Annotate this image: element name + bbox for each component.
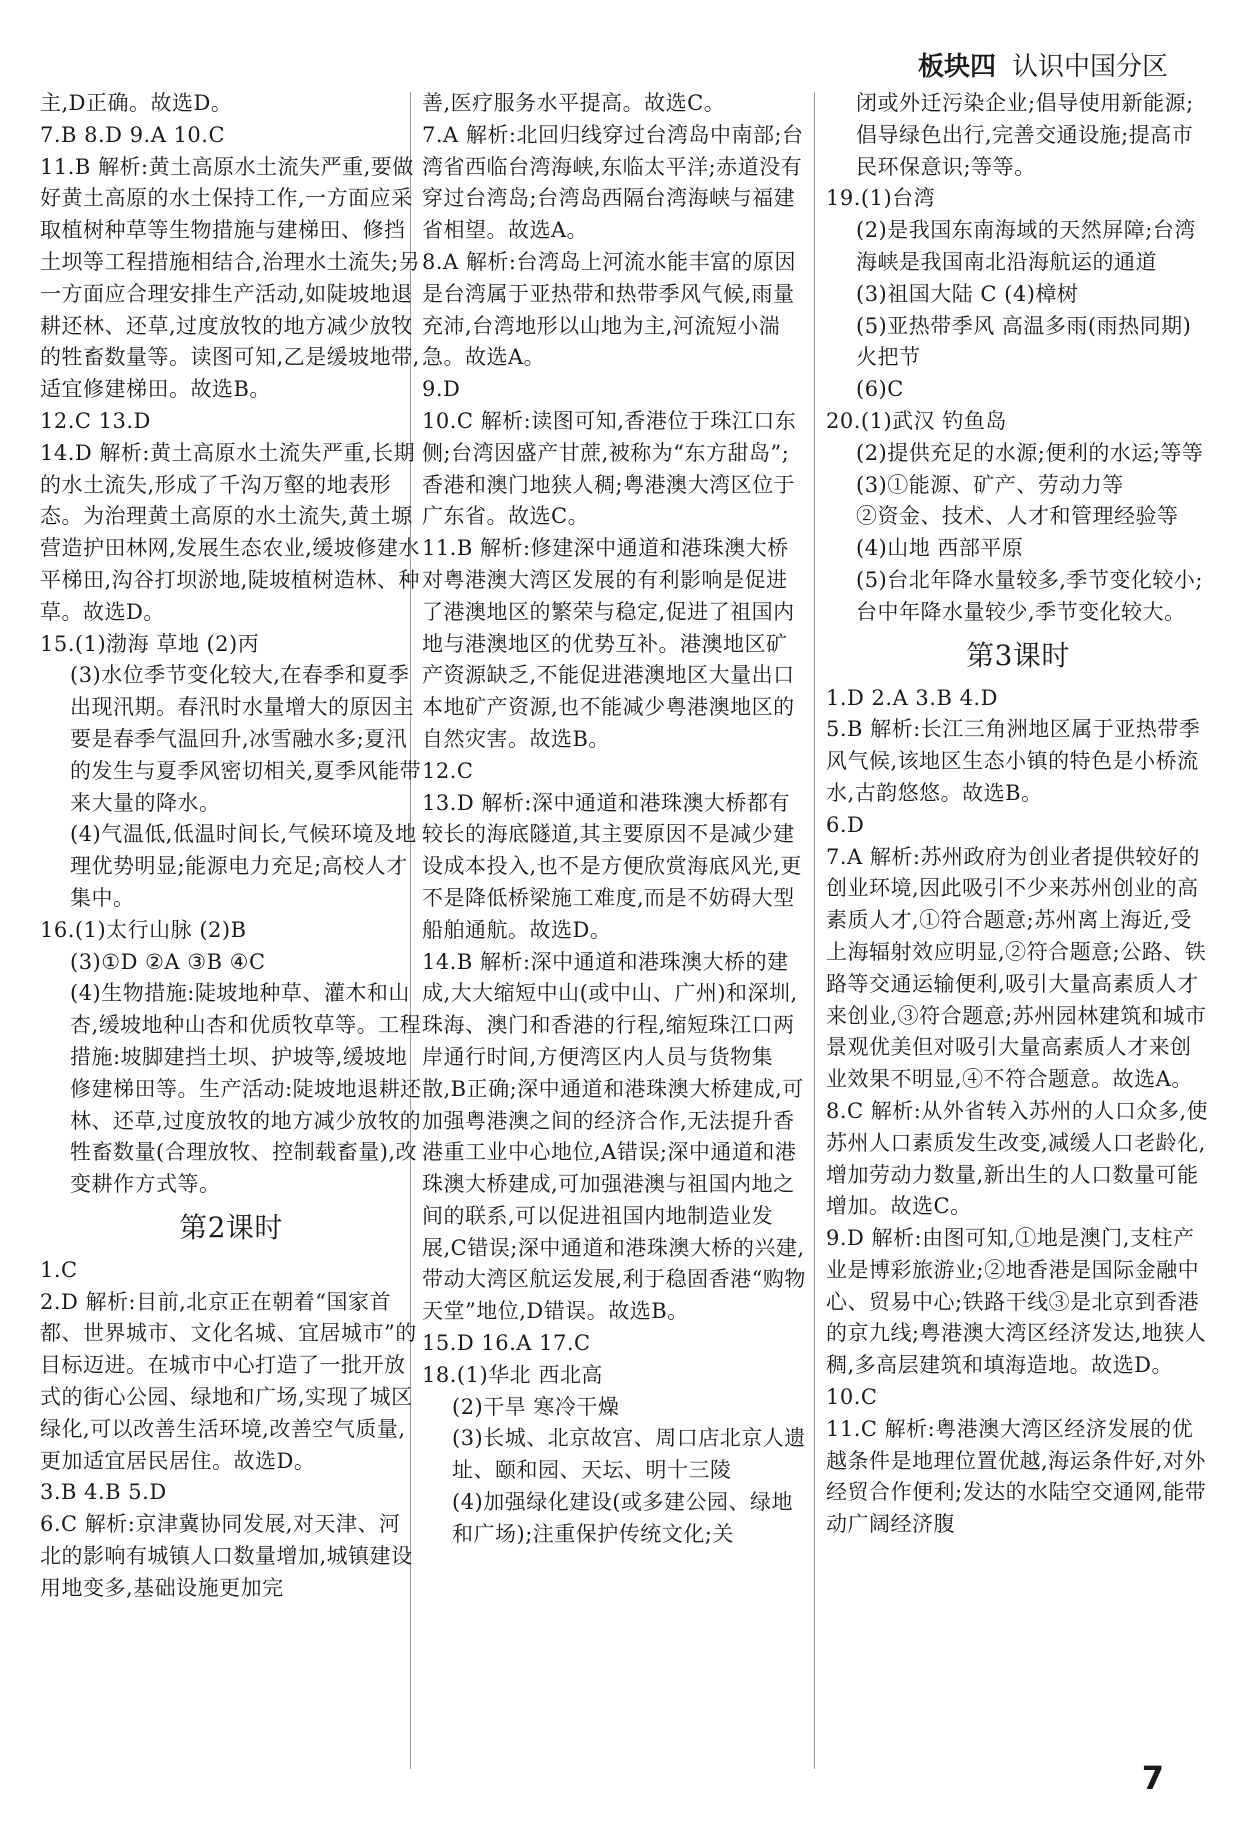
answer-line: 16.(1)太行山脉 (2)B bbox=[40, 917, 247, 942]
answer-line: 闭或外迁污染企业;倡导使用新能源;倡导绿色出行,完善交通设施;提高市民环保意识;等等。 bbox=[856, 91, 1194, 179]
answer-line: 9.D bbox=[422, 377, 461, 402]
section-title: 第2课时 bbox=[179, 1210, 283, 1244]
answer-line: 12.C 13.D bbox=[40, 408, 151, 433]
answer-line: (4)生物措施:陡坡地种草、灌木和山杏,缓坡地种山杏和优质牧草等。工程措施:坡脚建挡土坝、护坡等,缓坡地修建梯田等。生产活动:陡坡地退耕还林、还草,过度放牧的地方减少放牧的牲畜数量(合理放牧、控制载畜量),改变耕作方式等。 bbox=[70, 981, 422, 1197]
answer-line: 18.(1)华北 西北高 bbox=[422, 1362, 603, 1387]
answer-line: 善,医疗服务水平提高。故选C。 bbox=[422, 91, 726, 115]
page-header bbox=[918, 52, 1168, 82]
answer-line: (3)①D ②A ③B ④C bbox=[70, 949, 266, 974]
answer-line: 14.D 解析:黄土高原水土流失严重,长期的水土流失,形成了千沟万壑的地表形态。为治理黄土高原的水土流失,黄土塬营造护田林网,发展生态农业,缓坡修建水平梯田,沟谷打坝淤地,陡坡植树造林、种草。故选D。 bbox=[40, 440, 420, 624]
answer-line: 11.C 解析:粤港澳大湾区经济发展的优越条件是地理位置优越,海运条件好,对外经贸合作便利;发达的水陆空交通网,能带动广阔经济腹 bbox=[826, 1416, 1207, 1537]
answer-line: 11.B 解析:修建深中通道和港珠澳大桥对粤港澳大湾区发展的有利影响是促进了港澳地区的繁荣与稳定,促进了祖国内地与港澳地区的优势互补。港澳地区矿产资源缺乏,不能促进港澳地区大量出口本地矿产资源,也不能减少粤港澳地区的自然灾害。故选B。 bbox=[422, 536, 795, 751]
answer-line: 8.A 解析:台湾岛上河流水能丰富的原因是台湾属于亚热带和热带季风气候,雨量充沛,台湾地形以山地为主,河流短小湍急。故选A。 bbox=[422, 249, 796, 370]
answer-line: 2.D 解析:目前,北京正在朝着“国家首都、世界城市、文化名城、宜居城市”的目标迈进。在城市中心打造了一批开放式的街心公园、绿地和广场,实现了城区绿化,可以改善生活环境,改善空气质量,更加适宜居民居住。故选D。 bbox=[40, 1289, 417, 1473]
answer-line: 12.C bbox=[422, 758, 474, 783]
answer-line: (4)山地 西部平原 bbox=[856, 536, 1024, 561]
block-label: 板块四 bbox=[917, 52, 996, 82]
answer-line: (2)干旱 寒冷干燥 bbox=[452, 1394, 620, 1419]
answer-line: 1.C bbox=[40, 1257, 78, 1282]
answer-line: (4)气温低,低温时间长,气候环境及地理优势明显;能源电力充足;高校人才集中。 bbox=[70, 822, 417, 910]
answer-line: 14.B 解析:深中通道和港珠澳大桥的建成,大大缩短中山(或中山、广州)和深圳,珠海、澳门和香港的行程,缩短珠江口两岸通行时间,方便湾区内人员与货物集散,B正确;深中通道和港珠澳大桥建成,可加强粤港澳之间的经济合作,无法提升香港重工业中心地位,A错误;深中通道和港珠澳大桥建成,可加强港澳与祖国内地之间的联系,可以促进祖国内地制造业发展,C错误;深中通道和港珠澳大桥的兴建,带动大湾区航运发展,利于稳固香港“购物天堂”地位,D错误。故选B。 bbox=[422, 949, 806, 1324]
answer-line: 15.(1)渤海 草地 (2)丙 bbox=[40, 631, 260, 656]
page-number: 7 bbox=[1141, 1759, 1164, 1797]
answer-line: (6)C bbox=[856, 377, 904, 402]
answer-line: 7.B 8.D 9.A 10.C bbox=[40, 122, 226, 147]
answer-line: (2)提供充足的水源;便利的水运;等等 bbox=[856, 440, 1204, 465]
answer-line: 13.D 解析:深中通道和港珠澳大桥都有较长的海底隧道,其主要原因不是减少建设成本投入,也不是方便欣赏海底风光,更不是降低桥梁施工难度,而是不妨碍大型船舶通航。故选D。 bbox=[422, 790, 802, 942]
section-title: 第3课时 bbox=[966, 638, 1070, 672]
answer-line: 15.D 16.A 17.C bbox=[422, 1331, 591, 1356]
answer-line: (3)祖国大陆 C (4)樟树 bbox=[856, 281, 1079, 306]
answer-column-3 bbox=[826, 88, 1210, 1541]
answer-line: 19.(1)台湾 bbox=[826, 186, 936, 211]
answer-line: 7.A 解析:苏州政府为创业者提供较好的创业环境,因此吸引不少来苏州创业的高素质人才,①符合题意;苏州离上海近,受上海辐射效应明显,②符合题意;公路、铁路等交通运输便利,吸引大量高素质人才来创业,③符合题意;苏州园林建筑和城市景观优美但对吸引大量高素质人才来创业效果不明显,④不符合题意。故选A。 bbox=[826, 844, 1207, 1092]
answer-line: ②资金、技术、人才和管理经验等 bbox=[856, 504, 1179, 529]
answer-line: (5)台北年降水量较多,季节变化较小;台中年降水量较少,季节变化较大。 bbox=[856, 567, 1203, 624]
column-divider bbox=[814, 92, 815, 1769]
answer-line: 3.B 4.B 5.D bbox=[40, 1480, 167, 1505]
block-title: 认识中国分区 bbox=[1011, 52, 1168, 82]
answer-line: 9.D 解析:由图可知,①地是澳门,支柱产业是博彩旅游业;②地香港是国际金融中心、贸易中心;铁路干线③是北京到香港的京九线;粤港澳大湾区经济发达,地狭人稠,多高层建筑和填海造地。故选D。 bbox=[826, 1226, 1207, 1378]
answer-column-2 bbox=[422, 88, 806, 1551]
answer-line: (3)长城、北京故宫、周口店北京人遗址、颐和园、天坛、明十三陵 bbox=[452, 1426, 806, 1483]
answer-line: 1.D 2.A 3.B 4.D bbox=[826, 685, 998, 710]
answer-line: 7.A 解析:北回归线穿过台湾岛中南部;台湾省西临台湾海峡,东临太平洋;赤道没有穿过台湾岛;台湾岛西隔台湾海峡与福建省相望。故选A。 bbox=[422, 122, 804, 243]
answer-line: 6.D bbox=[826, 812, 865, 837]
answer-line: 6.C 解析:京津冀协同发展,对天津、河北的影响有城镇人口数量增加,城镇建设用地变多,基础设施更加完 bbox=[40, 1512, 413, 1600]
answer-line: 20.(1)武汉 钓鱼岛 bbox=[826, 408, 1007, 433]
answer-line: (5)亚热带季风 高温多雨(雨热同期) 火把节 bbox=[856, 313, 1192, 370]
answer-line: 10.C 解析:读图可知,香港位于珠江口东侧;台湾因盛产甘蔗,被称为“东方甜岛”;香港和澳门地狭人稠;粤港澳大湾区位于广东省。故选C。 bbox=[422, 408, 797, 529]
answer-line: 8.C 解析:从外省转入苏州的人口众多,使苏州人口素质发生改变,减缓人口老龄化,增加劳动力数量,新出生的人口数量可能增加。故选C。 bbox=[826, 1098, 1209, 1219]
answer-line: 5.B 解析:长江三角洲地区属于亚热带季风气候,该地区生态小镇的特色是小桥流水,古韵悠悠。故选B。 bbox=[826, 717, 1201, 805]
answer-line: (4)加强绿化建设(或多建公园、绿地和广场);注重保护传统文化;关 bbox=[452, 1490, 793, 1546]
answer-line: (2)是我国东南海域的天然屏障;台湾海峡是我国南北沿海航运的通道 bbox=[856, 218, 1196, 274]
answer-line: 11.B 解析:黄土高原水土流失严重,要做好黄土高原的水土保持工作,一方面应采取植树种草等生物措施与建梯田、修挡土坝等工程措施相结合,治理水土流失;另一方面应合理安排生产活动,如陡坡地退耕还林、还草,过度放牧的地方减少放牧的牲畜数量等。读图可知,乙是缓坡地带,适宜修建梯田。故选B。 bbox=[40, 154, 421, 402]
answer-column-1 bbox=[40, 88, 422, 1605]
answer-line: 主,D正确。故选D。 bbox=[40, 91, 233, 115]
answer-line: (3)①能源、矿产、劳动力等 bbox=[856, 472, 1124, 497]
answer-line: 10.C bbox=[826, 1385, 878, 1410]
answer-line: (3)水位季节变化较大,在春季和夏季出现汛期。春汛时水量增大的原因主要是春季气温回升,冰雪融水多;夏汛的发生与夏季风密切相关,夏季风能带来大量的降水。 bbox=[70, 663, 422, 815]
